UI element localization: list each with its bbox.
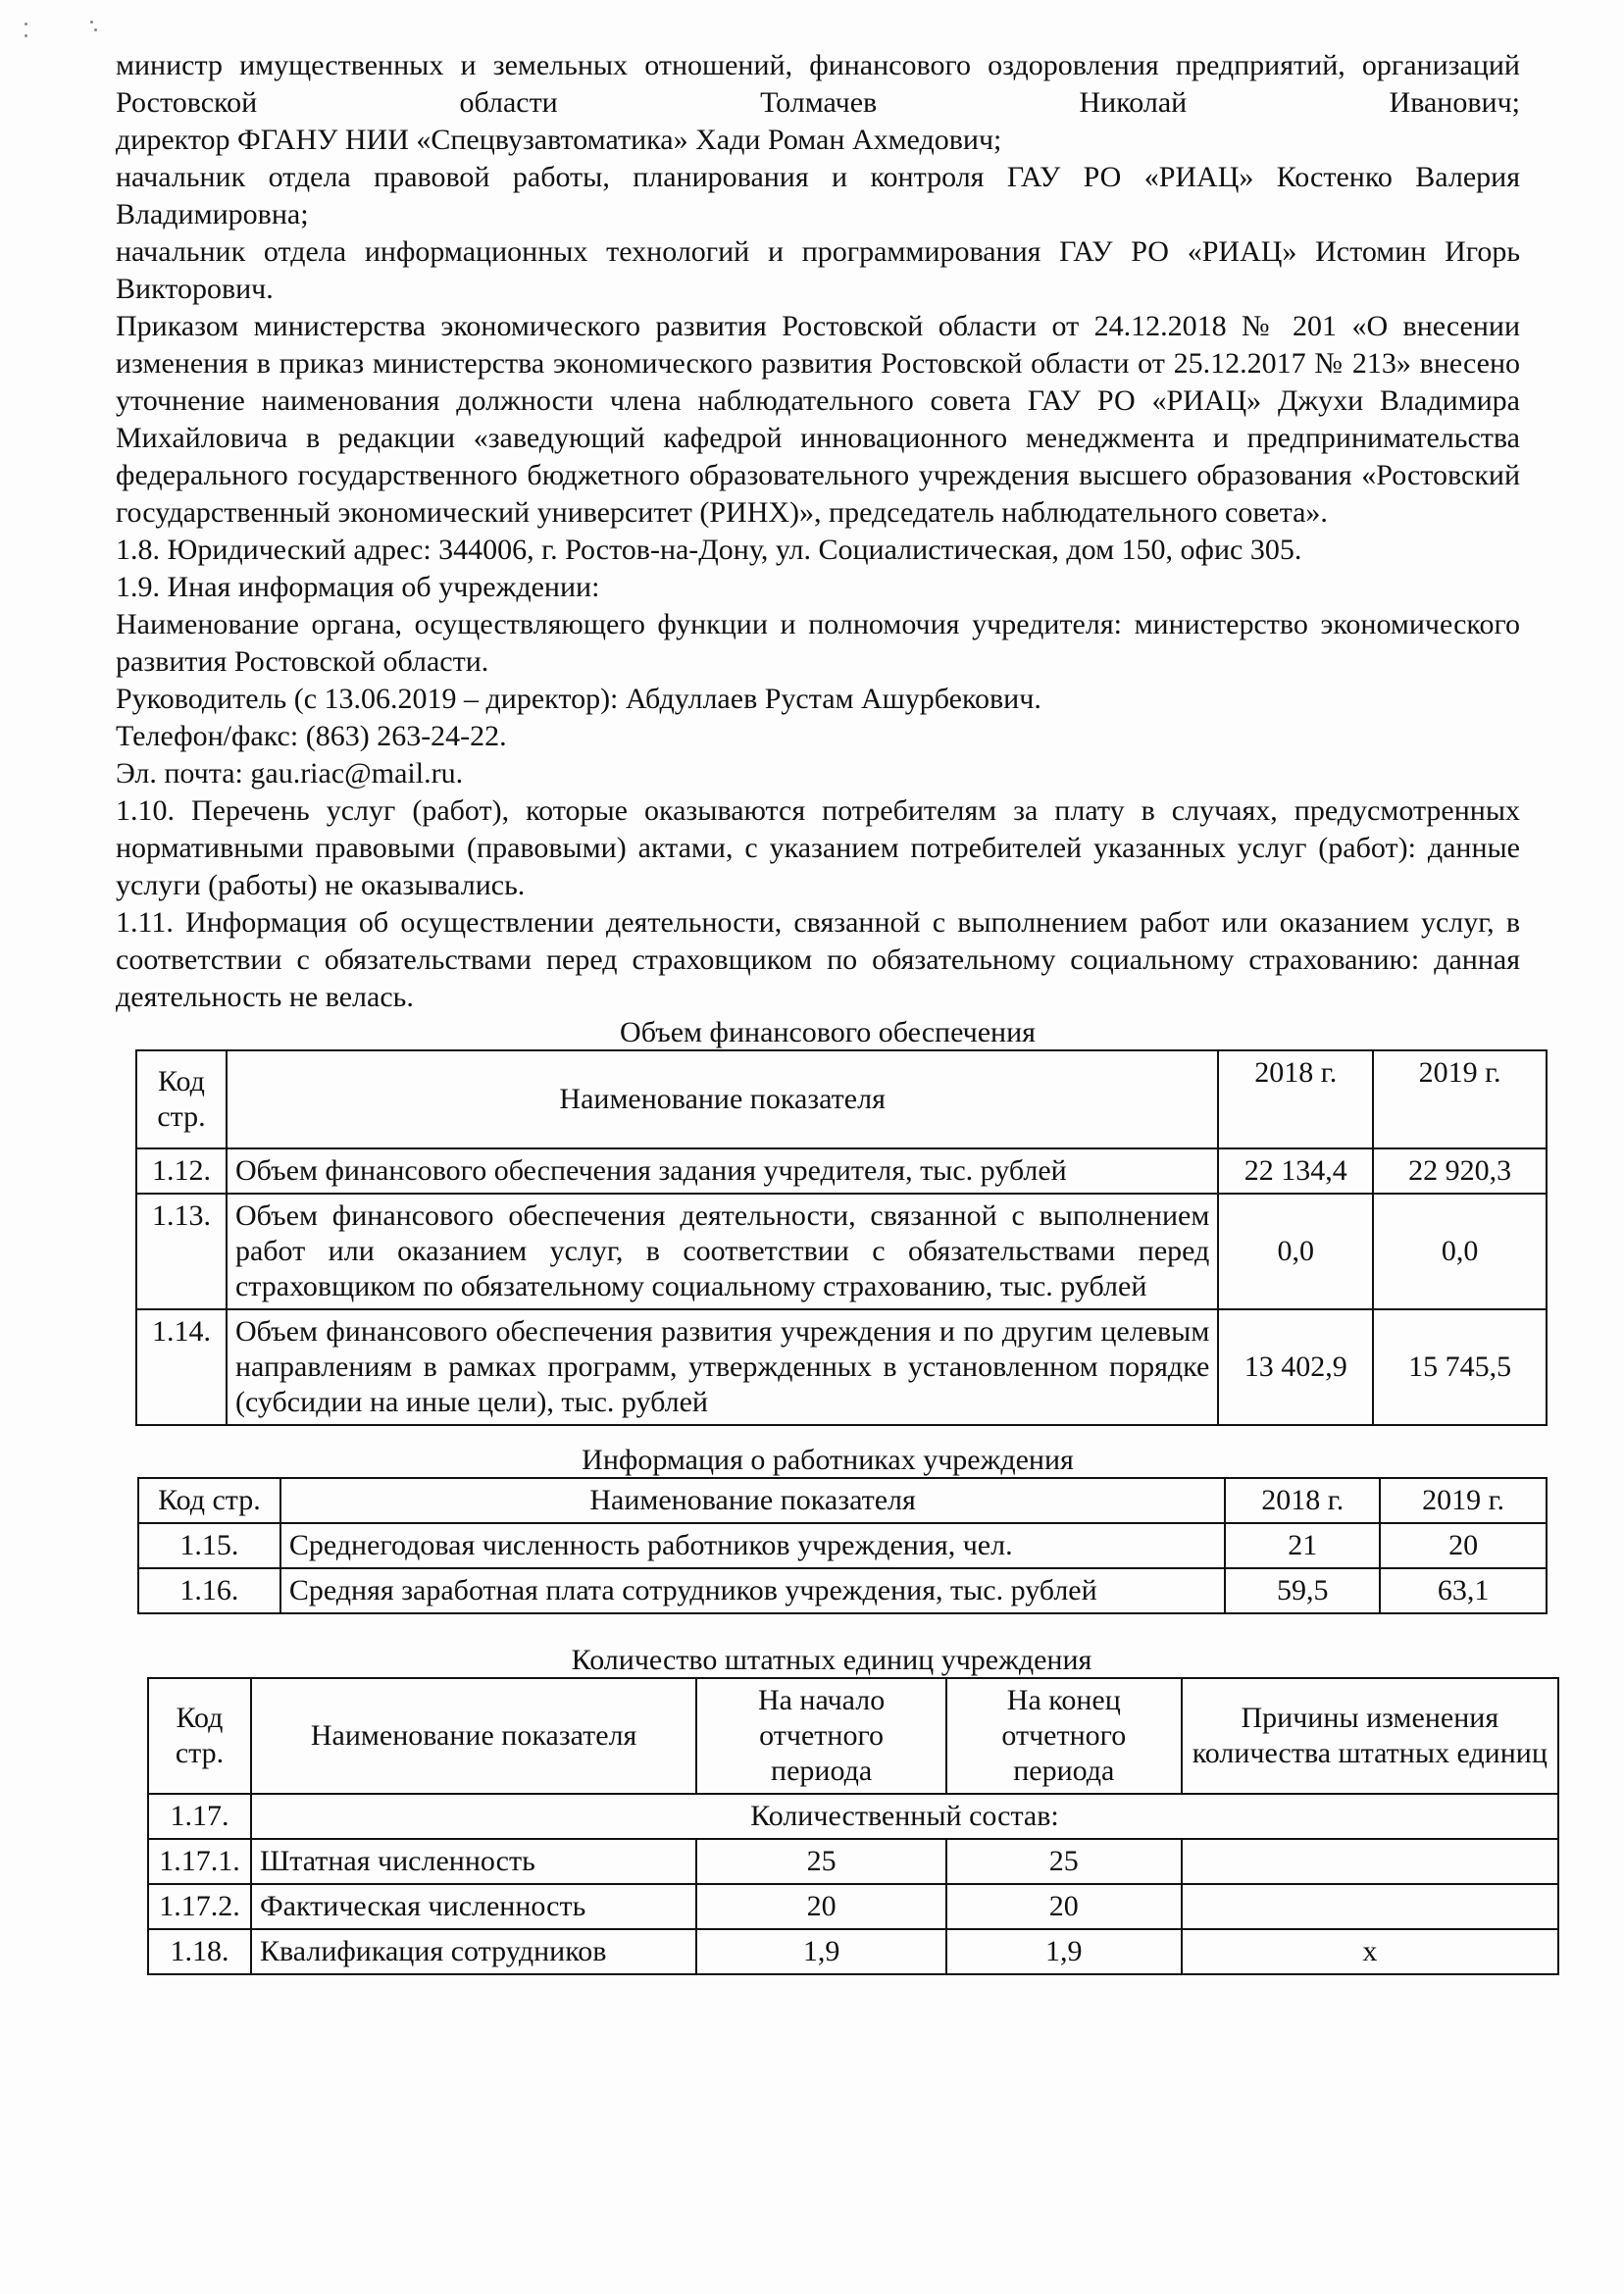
paragraph-legal-address: 1.8. Юридический адрес: 344006, г. Ростов-на-Дону, ул. Социалистическая, дом 150, офис 305. — [116, 534, 1302, 566]
paragraph-other-info-heading: 1.9. Иная информация об учреждении: — [116, 571, 600, 603]
header-2019: 2019 г. — [1373, 1050, 1547, 1148]
header-2019: 2019 г. — [1380, 1478, 1547, 1523]
row-name: Штатная численность — [251, 1839, 696, 1884]
header-2018: 2018 г. — [1225, 1478, 1380, 1523]
row-name: Объем финансового обеспечения деятельности, связанной с выполнением работ или оказанием услуг, в соответствии с обязательствами перед страховщиком по обязательному социальному страхованию, тыс. рублей — [227, 1194, 1218, 1309]
row-code: 1.17.2. — [148, 1884, 251, 1929]
row-reasons — [1182, 1839, 1558, 1884]
paragraph-email: Эл. почта: gau.riac@mail.ru. — [116, 757, 464, 790]
row-name: Квалификация сотрудников — [251, 1929, 696, 1974]
row-name: Объем финансового обеспечения развития учреждения и по другим целевым направлениям в рамках программ, утвержденных в установленном порядке (субсидии на иные цели), тыс. рублей — [227, 1309, 1218, 1425]
table-staff-caption: Информация о работниках учреждения — [582, 1444, 1074, 1476]
document-page — [116, 47, 1548, 1975]
header-indicator-name: Наименование показателя — [227, 1050, 1218, 1148]
table-units — [147, 1677, 1559, 1975]
header-indicator-name: Наименование показателя — [280, 1478, 1225, 1523]
section-code: 1.17. — [148, 1794, 251, 1839]
header-period-end: На конец отчетного периода — [946, 1678, 1182, 1794]
row-value-end: 1,9 — [946, 1929, 1182, 1974]
table-section-row — [148, 1794, 1558, 1839]
paragraph-founder: Наименование органа, осуществляющего функции и полномочия учредителя: министерство экономического развития Ростовской области. — [116, 608, 1520, 678]
row-code: 1.18. — [148, 1929, 251, 1974]
table-finance — [135, 1049, 1548, 1426]
row-value-2018: 21 — [1225, 1523, 1380, 1568]
paragraph-phone: Телефон/факс: (863) 263-24-22. — [116, 720, 507, 752]
row-name: Фактическая численность — [251, 1884, 696, 1929]
paragraph-council-member-1: министр имущественных и земельных отношений, финансового оздоровления предприятий, организаций Ростовской области Толмачев Николай Иванович; — [116, 49, 1520, 119]
row-name: Средняя заработная плата сотрудников учреждения, тыс. рублей — [280, 1568, 1225, 1613]
header-code: Код стр. — [148, 1678, 251, 1794]
header-change-reasons: Причины изменения количества штатных единиц — [1182, 1678, 1558, 1794]
header-code: Код стр. — [136, 1050, 227, 1148]
table-row — [138, 1568, 1547, 1613]
scan-artifacts — [20, 18, 108, 37]
row-value-2018: 0,0 — [1218, 1194, 1373, 1309]
row-name: Объем финансового обеспечения задания учредителя, тыс. рублей — [227, 1148, 1218, 1194]
row-reasons: x — [1182, 1929, 1558, 1974]
table-header-row — [138, 1478, 1547, 1523]
header-2018: 2018 г. — [1218, 1050, 1373, 1148]
row-value-start: 1,9 — [696, 1929, 946, 1974]
table-row — [138, 1523, 1547, 1568]
paragraph-insurance-activity: 1.11. Информация об осуществлении деятельности, связанной с выполнением работ или оказанием услуг, в соответствии с обязательствами перед страховщиком по обязательному социальному страхованию: данная деятельность не велась. — [116, 906, 1520, 1013]
table-staff — [137, 1477, 1548, 1614]
row-reasons — [1182, 1884, 1558, 1929]
row-value-start: 25 — [696, 1839, 946, 1884]
table-row — [136, 1309, 1547, 1425]
table-row — [136, 1148, 1547, 1194]
row-value-end: 25 — [946, 1839, 1182, 1884]
table-row — [148, 1884, 1558, 1929]
table-row — [136, 1194, 1547, 1309]
row-code: 1.15. — [138, 1523, 280, 1568]
row-code: 1.12. — [136, 1148, 227, 1194]
table-header-row — [136, 1050, 1547, 1148]
row-value-2018: 13 402,9 — [1218, 1309, 1373, 1425]
paragraph-council-member-4: начальник отдела информационных технологий и программирования ГАУ РО «РИАЦ» Истомин Игорь Викторович. — [116, 235, 1520, 305]
row-code: 1.14. — [136, 1309, 227, 1425]
paragraph-council-member-3: начальник отдела правовой работы, планирования и контроля ГАУ РО «РИАЦ» Костенко Валерия Владимировна; — [116, 161, 1520, 230]
row-value-start: 20 — [696, 1884, 946, 1929]
section-label: Количественный состав: — [251, 1794, 1558, 1839]
row-value-2019: 15 745,5 — [1373, 1309, 1547, 1425]
row-code: 1.17.1. — [148, 1839, 251, 1884]
row-value-2018: 59,5 — [1225, 1568, 1380, 1613]
table-units-caption: Количество штатных единиц учреждения — [571, 1644, 1092, 1676]
row-value-2018: 22 134,4 — [1218, 1148, 1373, 1194]
header-indicator-name: Наименование показателя — [251, 1678, 696, 1794]
row-code: 1.16. — [138, 1568, 280, 1613]
table-row — [148, 1929, 1558, 1974]
paragraph-director: Руководитель (с 13.06.2019 – директор): Абдуллаев Рустам Ашурбекович. — [116, 683, 1041, 715]
table-header-row — [148, 1678, 1558, 1794]
row-value-end: 20 — [946, 1884, 1182, 1929]
table-row — [148, 1839, 1558, 1884]
paragraph-order-amendment: Приказом министерства экономического развития Ростовской области от 24.12.2018 № 201 «О внесении изменения в приказ министерства экономического развития Ростовской области от 25.12.2017 № 213» внесено уточнение наименования должности члена наблюдательного совета ГАУ РО «РИАЦ» Джухи Владимира Михайловича в редакции «заведующий кафедрой инновационного менеджмента и предпринимательства федерального государственного бюджетного образовательного учреждения высшего образования «Ростовский государственный экономический университет (РИНХ)», председатель наблюдательного совета». — [116, 310, 1520, 529]
row-code: 1.13. — [136, 1194, 227, 1309]
paragraph-paid-services: 1.10. Перечень услуг (работ), которые оказываются потребителям за плату в случаях, предусмотренных нормативными правовыми (правовыми) актами, с указанием потребителей указанных услуг (работ): данные услуги (работы) не оказывались. — [116, 794, 1520, 901]
row-name: Среднегодовая численность работников учреждения, чел. — [280, 1523, 1225, 1568]
paragraph-council-member-2: директор ФГАНУ НИИ «Спецвузавтоматика» Хади Роман Ахмедович; — [116, 124, 1002, 156]
row-value-2019: 63,1 — [1380, 1568, 1547, 1613]
row-value-2019: 0,0 — [1373, 1194, 1547, 1309]
row-value-2019: 20 — [1380, 1523, 1547, 1568]
row-value-2019: 22 920,3 — [1373, 1148, 1547, 1194]
table-finance-caption: Объем финансового обеспечения — [620, 1016, 1036, 1048]
header-period-start: На начало отчетного периода — [696, 1678, 946, 1794]
header-code: Код стр. — [138, 1478, 280, 1523]
